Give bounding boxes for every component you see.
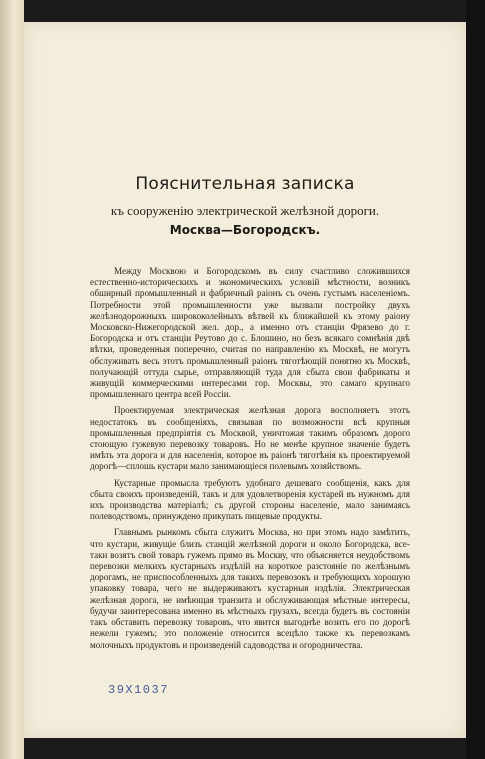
scan-border	[466, 0, 485, 759]
adjacent-page-edge	[0, 0, 24, 759]
paragraph: Между Москвою и Богородскомъ въ силу счастливо сложившихся естественно-историческихъ и экономическихъ условій мѣстности, возникъ обширный промышленный и фабричный раіонъ съ очень густымъ населеніемъ. Потребности этой промышленности уже вызвали постройку двухъ желѣзнодорожныхъ ширококолейныхъ вѣтвей къ ближайшей къ этому раіону Московско-Нижегородской жел. дор., а именно отъ станціи Фрязево до г. Богородска и отъ станціи Реутово до с. Блошино, но безъ всякаго сомнѣнія двѣ вѣтки, проведенныя поперечно, считая по направленію къ Москвѣ, не могутъ обслуживать весь этотъ промышленный раіонъ тяготѣющій понятно къ Москвѣ, получающій оттуда сырье, отправляющій туда для сбыта свои фабрикаты и живущій коммерческими интересами гор. Москвы, это самаго крупнаго промышленнаго центра всей Россіи.	[90, 266, 410, 400]
document-title: Пояснительная записка	[135, 174, 355, 194]
paragraph: Проектируемая электрическая желѣзная дорога восполняетъ этотъ недостатокъ въ сообщеніяхъ, связывая по возможности всѣ крупныя промышленныя предпріятія съ Москвой, уничтожая такимъ образомъ дорого стоющую гужевую перевозку товаровъ. Но не менѣе крупное значеніе будетъ имѣть эта дорога и для населенія, которое въ раіонѣ тяготѣнія къ проектируемой дорогѣ—сплошь кустари мало занимающіеся полевымъ хозяйствомъ.	[90, 405, 410, 472]
route-heading: Москва—Богородскъ.	[169, 223, 321, 237]
document-subtitle: къ сооруженію электрической желѣзной дороги.	[110, 203, 380, 218]
paragraph: Кустарные промысла требуютъ удобнаго дешеваго сообщенія, какъ для сбыта своихъ произведеній, такъ и для удовлетворенія кустарей въ нужномъ для ихъ производства матеріалѣ; съ другой стороны населеніе, мало занимаясь полеводствомъ, принуждено прикупать пищевые продукты.	[90, 477, 410, 522]
paragraph: Главнымъ рынкомъ сбыта служитъ Москва, но при этомъ надо замѣтить, что кустари, живущіе близъ станцій желѣзной дороги и около Богородска, все-таки возятъ свой товаръ гужемъ прямо въ Москву, что объясняется неудобствомъ перевозки мелкихъ кустарныхъ издѣлій на короткое разстояніе по желѣзнымъ дорогамъ, не приспособленныхъ для такихъ перевозокъ и требующихъ хорошую упаковку товара, чего не выдерживаютъ кустарныя издѣлія. Электрическая желѣзная дорога, не имѣющая транзита и обслуживающая мѣстные интересы, будучи заинтересована именно въ мѣстныхъ грузахъ, всегда будетъ въ состояніи такъ обставить перевозку товаровъ, что явится выгоднѣе возить его по дорогѣ нежели гужемъ; это положеніе относится всецѣло также къ перевозкамъ молочныхъ продуктовъ и произведеній садоводства и огородничества.	[90, 527, 410, 650]
library-stamp: 39X1037	[108, 683, 169, 697]
body-text	[90, 266, 410, 656]
document-page	[24, 22, 466, 738]
